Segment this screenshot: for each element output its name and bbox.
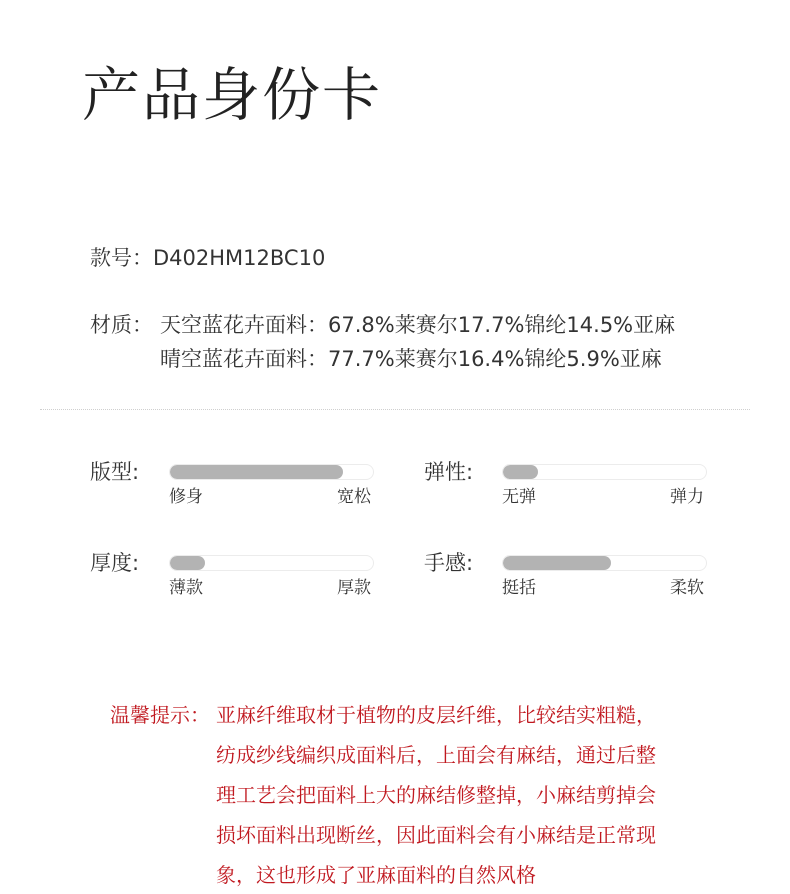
style-number-label: 款号：: [90, 246, 153, 270]
style-number-row: [90, 248, 325, 269]
hand-feel-label: 手感:: [424, 551, 474, 575]
material-line-2: 晴空蓝花卉面料：77.7%莱赛尔16.4%锦纶5.9%亚麻: [160, 347, 662, 371]
tip-line-3: 理工艺会把面料上大的麻结修整掉，小麻结剪掉会: [216, 783, 656, 807]
tip-line-5: 象，这也形成了亚麻面料的自然风格: [216, 863, 536, 887]
hand-feel-scale-track: [502, 555, 707, 571]
page-title: 产品身份卡: [82, 61, 383, 129]
fit-label: 版型:: [90, 460, 140, 484]
thickness-label: 厚度:: [90, 551, 140, 575]
hand-feel-scale-max: 柔软: [670, 578, 704, 598]
elasticity-label: 弹性:: [424, 460, 474, 484]
fit-scale-max: 宽松: [337, 487, 371, 507]
material-label: 材质：: [90, 313, 153, 337]
elasticity-scale-fill: [503, 465, 538, 479]
elasticity-scale-track: [502, 464, 707, 480]
fit-scale-min: 修身: [169, 487, 203, 507]
tip-line-2: 纺成纱线编织成面料后，上面会有麻结，通过后整: [216, 743, 656, 767]
thickness-scale-min: 薄款: [169, 578, 203, 598]
thickness-scale-track: [169, 555, 374, 571]
fit-scale-track: [169, 464, 374, 480]
style-number-value: D402HM12BC10: [153, 246, 326, 270]
tip-line-4: 损坏面料出现断丝，因此面料会有小麻结是正常现: [216, 823, 656, 847]
tip-label: 温馨提示：: [110, 703, 210, 727]
elasticity-scale-max: 弹力: [670, 487, 704, 507]
thickness-scale-fill: [170, 556, 205, 570]
material-line-1: 天空蓝花卉面料：67.8%莱赛尔17.7%锦纶14.5%亚麻: [160, 313, 676, 337]
hand-feel-scale-min: 挺括: [502, 578, 536, 598]
section-divider: [40, 409, 750, 410]
hand-feel-scale-fill: [503, 556, 611, 570]
fit-scale-fill: [170, 465, 343, 479]
tip-line-1: 亚麻纤维取材于植物的皮层纤维，比较结实粗糙，: [216, 703, 656, 727]
thickness-scale-max: 厚款: [337, 578, 371, 598]
elasticity-scale-min: 无弹: [502, 487, 536, 507]
